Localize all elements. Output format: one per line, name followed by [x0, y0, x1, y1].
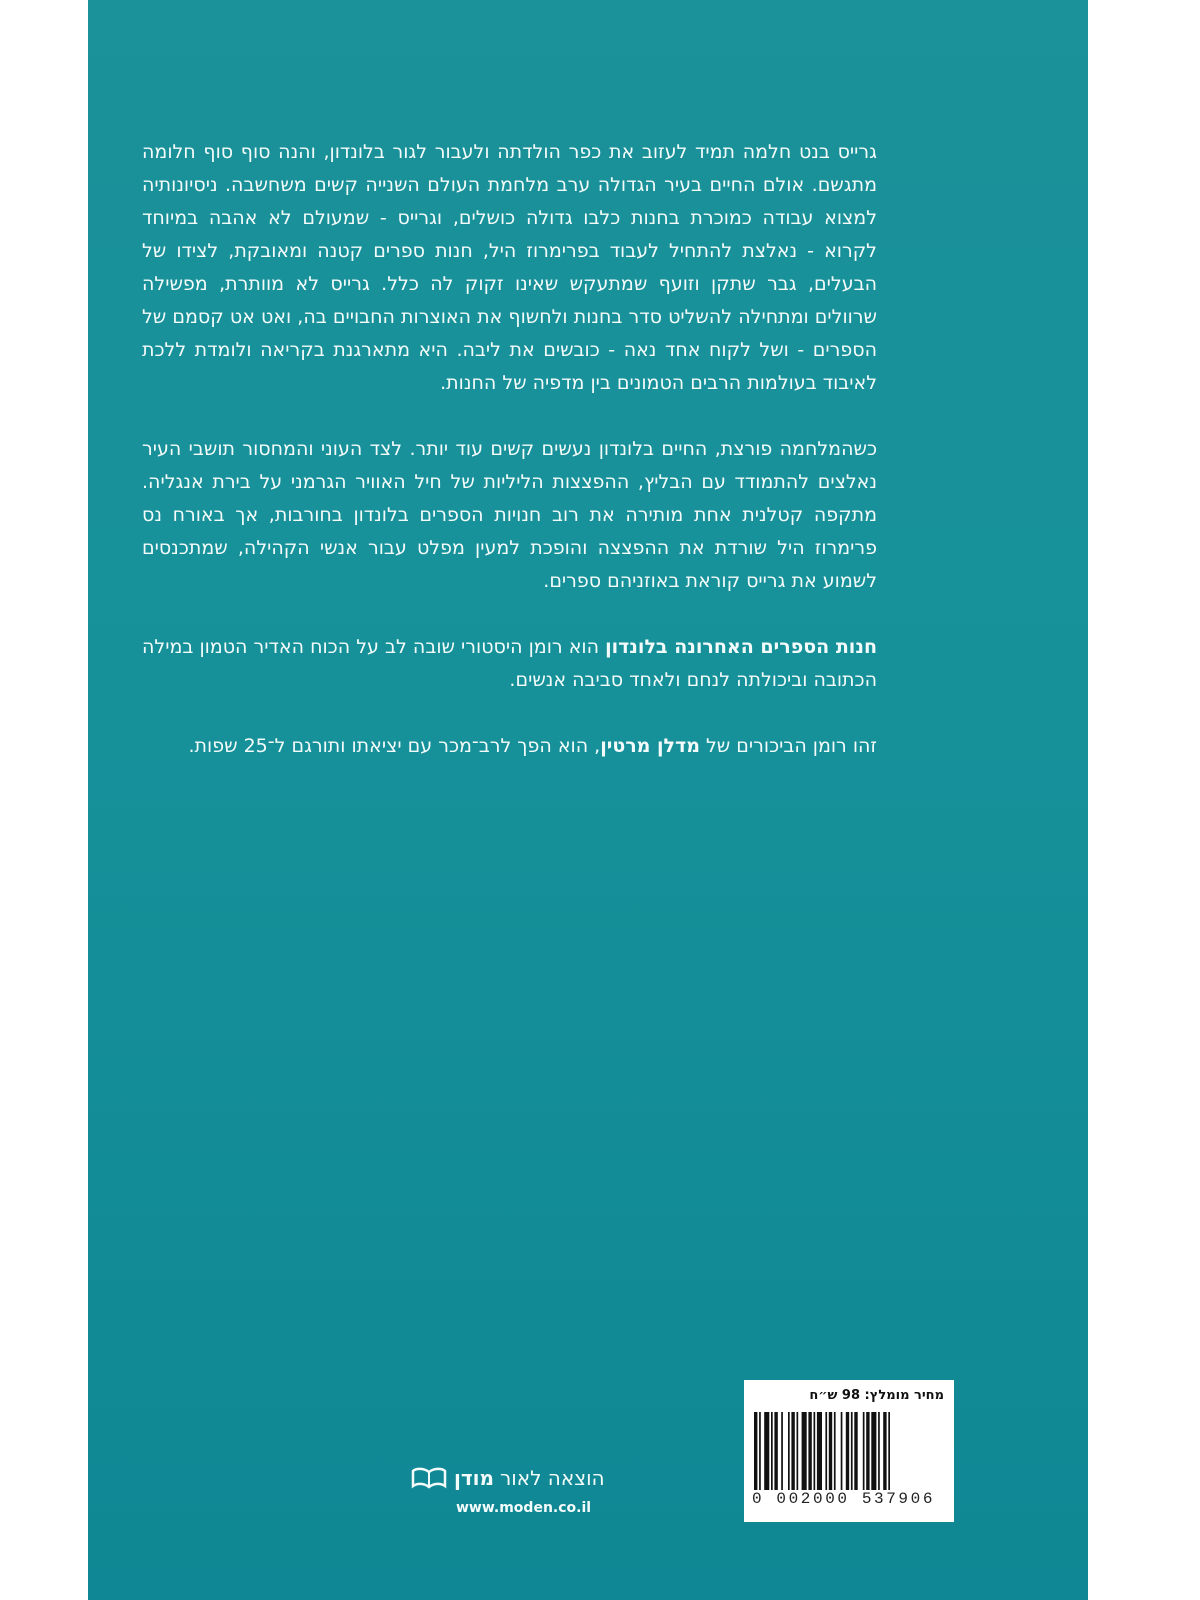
price-label: מחיר מומלץ: 98 ש״ח — [809, 1388, 944, 1403]
blurb-paragraph-1: גרייס בנט חלמה תמיד לעזוב את כפר הולדתה ולעבור לגור בלונדון, והנה סוף סוף חלומה מתגשם. אולם החיים בעיר הגדולה ערב מלחמת העולם השנייה קשים משחשבה. ניסיונותיה למצוא עבודה כמוכרת בחנות כלבו גדולה כושלים, וגרייס - שמעולם לא אהבה במיוחד לקרוא - נאלצת להתחיל לעבוד בפרימרוז היל, חנות ספרים קטנה ומאובקת, לצידו של הבעלים, גבר שתקן וזועף שמתעקש שאינו זקוק לה כלל. גרייס לא מוותרת, מפשילה שרוולים ומתחילה להשליט סדר בחנות ולחשוף את האוצרות החבויים בה, ואט אט קסמם של הספרים - ושל לקוח אחד נאה - כובשים את ליבה. היא מתארגנת בקריאה ולומדת ללכת לאיבוד בעולמות הרבים הטמונים בין מדפיה של החנות. — [142, 141, 877, 394]
publisher-tagline: הוצאה לאור — [499, 1466, 605, 1490]
author-name: מדלן מרטין — [600, 735, 700, 757]
blurb-text — [142, 136, 877, 796]
blurb-paragraph-3 — [142, 631, 877, 697]
barcode-box — [744, 1380, 954, 1522]
barcode-bar — [878, 1412, 880, 1490]
barcode-bar — [817, 1412, 822, 1490]
blurb-paragraph-4-text-b: , הוא הפך לרב־מכר עם יציאתו ותורגם ל־25 שפות. — [188, 735, 601, 757]
barcode-bar — [841, 1412, 843, 1490]
barcode-bar — [754, 1412, 757, 1490]
blurb-paragraph-4-text-a: זהו רומן הביכורים של — [699, 735, 877, 757]
barcode-bar — [774, 1412, 777, 1490]
blurb-paragraph-3-text: הוא רומן היסטורי שובה לב על הכוח האדיר הטמון במילה הכתובה וביכולתה לנחם ולאחד סביבה אנשים. — [142, 636, 877, 691]
publisher-brand: מודן — [454, 1466, 494, 1490]
publisher-url: www.moden.co.il — [456, 1500, 592, 1516]
barcode-digits: 0 002000 537906 — [752, 1490, 936, 1508]
barcode-bar — [871, 1412, 876, 1490]
blurb-paragraph-2: כשהמלחמה פורצת, החיים בלונדון נעשים קשים עוד יותר. לצד העוני והמחסור תושבי העיר נאלצים להתמודד עם הבליץ, ההפצצות הליליות של חיל האוויר הגרמני על בירת אנגליה. מתקפה קטלנית אחת מותירה את רוב חנויות הספרים בלונדון בחורבות, אך באורח נס פרימרוז היל שורדת את ההפצצה והופכת למעין מפלט עבור אנשי הקהילה, שמתכנסים לשמוע את גרייס קוראת באוזניהם ספרים. — [142, 438, 877, 592]
barcode-bar — [888, 1412, 890, 1490]
barcode-bar — [764, 1412, 769, 1490]
barcode-bar — [846, 1412, 849, 1490]
barcode-bar — [829, 1412, 832, 1490]
barcode-bar — [866, 1412, 869, 1490]
barcode-bar — [814, 1412, 816, 1490]
publisher-logo — [410, 1466, 605, 1490]
barcode-bar — [788, 1412, 790, 1490]
barcode-bar — [863, 1412, 865, 1490]
barcode-bar — [854, 1412, 857, 1490]
barcode-bar — [883, 1412, 886, 1490]
barcode-bar — [797, 1412, 799, 1490]
barcode-bar — [808, 1412, 811, 1490]
blurb-paragraph-4 — [142, 730, 877, 763]
book-title: חנות הספרים האחרונה בלונדון — [605, 636, 877, 658]
barcode-bar — [791, 1412, 794, 1490]
barcode-bar — [851, 1412, 853, 1490]
barcode-bar — [802, 1412, 807, 1490]
barcode-bar — [759, 1412, 761, 1490]
barcode-bar — [825, 1412, 827, 1490]
barcode-bar — [781, 1412, 783, 1490]
open-book-icon — [410, 1466, 448, 1490]
barcode-bar — [834, 1412, 836, 1490]
barcode-bar — [771, 1412, 773, 1490]
barcode-icon — [754, 1412, 944, 1490]
